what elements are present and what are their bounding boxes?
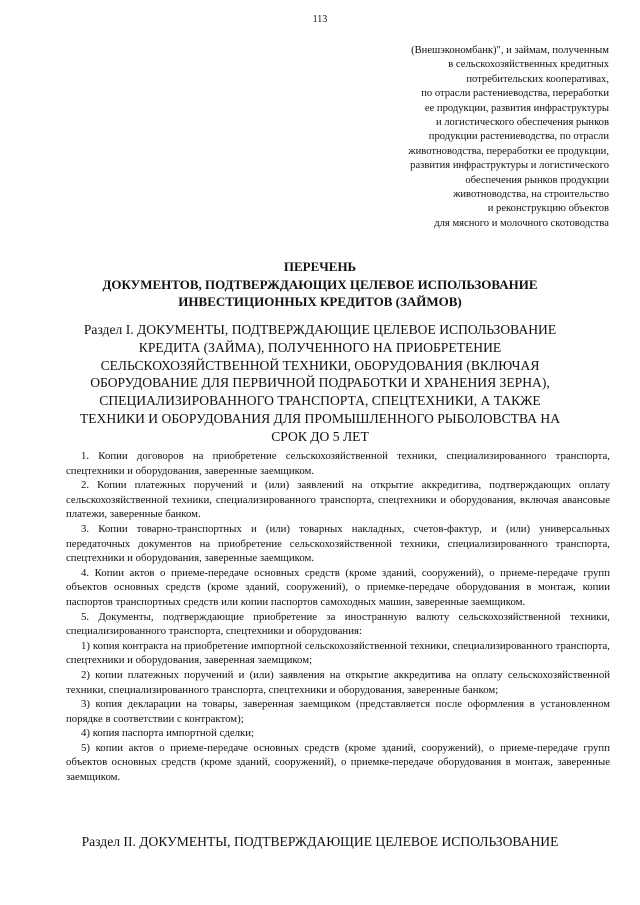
- subparagraph: 4) копия паспорта импортной сделки;: [81, 727, 255, 740]
- section-2-heading: [30, 833, 610, 851]
- appendix-reference-block: [250, 44, 609, 231]
- appendix-reference-line: продукции растениеводства, по отрасли: [428, 131, 609, 143]
- appendix-reference-line: и логистического обеспечения рынков: [435, 117, 609, 129]
- appendix-reference-line: (Внешэкономбанк)", и займам, полученным: [411, 45, 609, 56]
- subparagraph: 1) копия контракта на приобретение импортной сельскохозяйственной техники, специализированного транспорта, спецтехники и оборудования, заверенная заемщиком;: [66, 639, 610, 667]
- appendix-reference-line: развития инфраструктуры и логистического: [410, 160, 609, 172]
- section-heading-line: СРОК ДО 5 ЛЕТ: [271, 428, 369, 444]
- document-title-line: ИНВЕСТИЦИОННЫХ КРЕДИТОВ (ЗАЙМОВ): [178, 294, 462, 309]
- subparagraph: 2) копии платежных поручений и (или) заявления на открытие аккредитива на оплату сельскохозяйственной техники, специализированного транспорта, спецтехники и оборудования, заверенные банком;: [66, 668, 610, 696]
- appendix-reference-line: в сельскохозяйственных кредитных: [448, 59, 609, 71]
- paragraph: 2. Копии платежных поручений и (или) заявлений на открытие аккредитива, подтверждающих оплату сельскохозяйственной техники, специализированного транспорта, спецтехники и оборудования, включая авансовые платежи, заверенные банком.: [66, 479, 610, 521]
- section-heading-line: СЕЛЬСКОХОЗЯЙСТВЕННОЙ ТЕХНИКИ, ОБОРУДОВАНИЯ (ВКЛЮЧАЯ: [100, 357, 540, 373]
- page-number: 113: [312, 14, 328, 25]
- appendix-reference-line: животноводства, переработки ее продукции,: [408, 145, 609, 157]
- section-heading-line: ТЕХНИКИ И ОБОРУДОВАНИЯ ДЛЯ ПРОМЫШЛЕННОГО РЫБОЛОВСТВА НА: [79, 410, 561, 426]
- subparagraph: 5) копии актов о приеме-передаче основных средств (кроме зданий, сооружений), о приеме-передаче групп объектов основных средств (кроме зданий, сооружений), о приемке-передаче оборудования в монтаж, заверенные заемщиком.: [66, 741, 610, 784]
- section-heading-line: СПЕЦИАЛИЗИРОВАННОГО ТРАНСПОРТА, СПЕЦТЕХНИКИ, А ТАКЖЕ: [99, 393, 541, 409]
- paragraph: 3. Копии товарно-транспортных и (или) товарных накладных, счетов-фактур, и (или) универсальных передаточных документов на приобретение сельскохозяйственной техники, специализированного транспорта, спецтехники и оборудования, заверенные заемщиком.: [66, 522, 610, 565]
- appendix-reference-line: и реконструкцию объектов: [487, 203, 609, 215]
- section-heading-line: Раздел II. ДОКУМЕНТЫ, ПОДТВЕРЖДАЮЩИЕ ЦЕЛЕВОЕ ИСПОЛЬЗОВАНИЕ: [81, 834, 559, 849]
- paragraph: 5. Документы, подтверждающие приобретение за иностранную валюту сельскохозяйственной техники, специализированного транспорта, спецтехники и оборудования:: [66, 610, 610, 638]
- appendix-reference-line: по отрасли растениеводства, переработки: [421, 88, 609, 100]
- paragraph: 4. Копии актов о приеме-передаче основных средств (кроме зданий, сооружений), о приеме-передаче групп объектов основных средств (кроме зданий, сооружений), о приемке-передаче оборудования в монтаж, копии паспортов транспортных средств или копии паспортов самоходных машин, заверенные заемщиком.: [66, 566, 610, 608]
- appendix-reference-line: потребительских кооперативах,: [466, 73, 609, 85]
- section-heading-line: Раздел I. ДОКУМЕНТЫ, ПОДТВЕРЖДАЮЩИЕ ЦЕЛЕВОЕ ИСПОЛЬЗОВАНИЕ: [83, 322, 557, 337]
- section-1-body: [66, 449, 610, 785]
- appendix-reference-line: животноводства, на строительство: [453, 189, 609, 201]
- document-title: [0, 258, 640, 311]
- section-heading-line: КРЕДИТА (ЗАЙМА), ПОЛУЧЕННОГО НА ПРИОБРЕТЕНИЕ: [138, 339, 502, 355]
- appendix-reference-line: ее продукции, развития инфраструктуры: [424, 102, 609, 114]
- document-title-line: ДОКУМЕНТОВ, ПОДТВЕРЖДАЮЩИХ ЦЕЛЕВОЕ ИСПОЛЬЗОВАНИЕ: [102, 276, 538, 292]
- paragraph: 1. Копии договоров на приобретение сельскохозяйственной техники, специализированного транспорта, спецтехники и оборудования, заверенные заемщиком.: [66, 450, 610, 477]
- subparagraph: 3) копия декларации на товары, заверенная заемщиком (представляется после оформления в установленном порядке в соответствии с контрактом);: [66, 698, 610, 725]
- section-1-heading: [30, 321, 610, 446]
- appendix-reference-line: для мясного и молочного скотоводства: [434, 217, 609, 229]
- section-heading-line: ОБОРУДОВАНИЕ ДЛЯ ПЕРВИЧНОЙ ПОДРАБОТКИ И ХРАНЕНИЯ ЗЕРНА),: [90, 375, 550, 391]
- appendix-reference-line: обеспечения рынков продукции: [465, 174, 609, 186]
- document-title-line: ПЕРЕЧЕНЬ: [283, 259, 357, 274]
